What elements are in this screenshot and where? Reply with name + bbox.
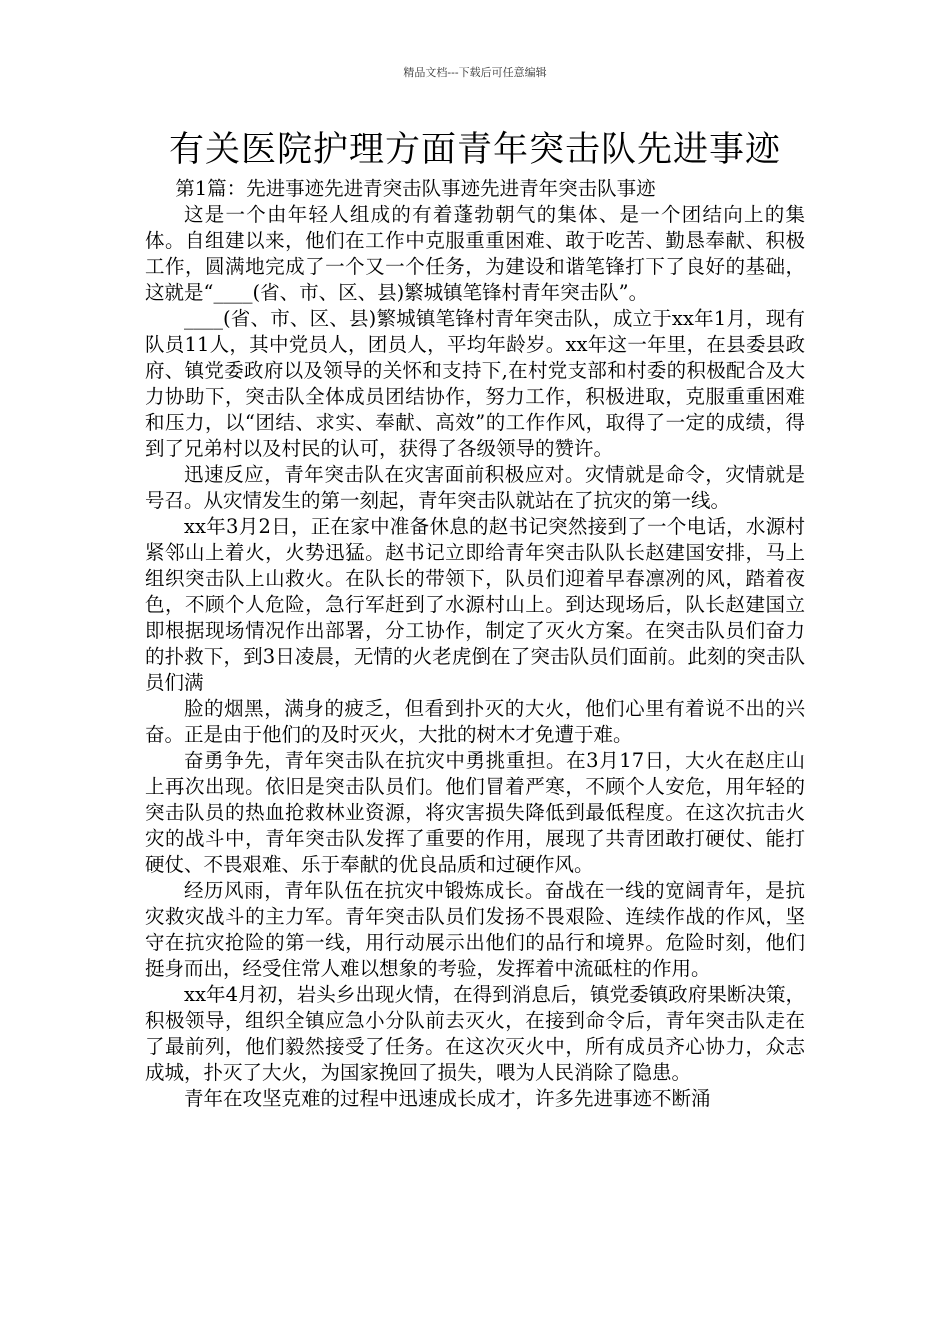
paragraph-closing: 青年在攻坚克难的过程中迅速成长成才，许多先进事迹不断涌 (184, 1087, 711, 1110)
paragraph-rapid-response: 迅速反应，青年突击队在灾害面前积极应对。灾情就是命令，灾情就是号召。从灾情发生的第一刻起，青年突击队就站在了抗灾的第一线。 (145, 463, 805, 512)
paragraph-intro: 这是一个由年轻人组成的有着蓬勃朝气的集体、是一个团结向上的集体。自组建以来，他们在工作中克服重重困难、敢于吃苦、勤恳奉献、积极工作，圆满地完成了一个又一个任务，为建设和谐笔锋打下了良好的基础，这就是“____(省、市、区、县)繁城镇笔锋村青年突击队”。 (145, 203, 805, 304)
document-body (145, 176, 805, 1112)
paragraph-april-fire: xx年4月初，岩头乡出现火情，在得到消息后，镇党委镇政府果断决策，积极领导，组织全镇应急小分队前去灭火，在接到命令后，青年突击队走在了最前列，他们毅然接受了任务。在这次灭火中，所有成员齐心协力，众志成城，扑灭了大火，为国家挽回了损失，喂为人民消除了隐患。 (145, 983, 805, 1084)
section-heading: 第1篇：先进事迹先进青突击队事迹先进青年突击队事迹 (175, 177, 656, 200)
paragraph-march-2-fire: xx年3月2日，正在家中准备休息的赵书记突然接到了一个电话，水源村紧邻山上着火，火势迅猛。赵书记立即给青年突击队队长赵建国安排，马上组织突击队上山救火。在队长的带领下，队员们迎着早春凛冽的风，踏着夜色，不顾个人危险，急行军赶到了水源村山上。到达现场后，队长赵建国立即根据现场情况作出部署，分工协作，制定了灭火方案。在突击队员们奋力的扑救下，到3日凌晨，无情的火老虎倒在了突击队员们面前。此刻的突击队员们满 (145, 515, 805, 694)
page-header-note: 精品文档---下载后可任意编辑 (403, 66, 547, 79)
paragraph-march-17-fire: 奋勇争先，青年突击队在抗灾中勇挑重担。在3月17日，大火在赵庄山上再次出现。依旧是突击队员们。他们冒着严寒，不顾个人安危，用年轻的突击队员的热血抢救林业资源，将灾害损失降低到最低程度。在这次抗击火灾的战斗中，青年突击队发挥了重要的作用，展现了共青团敢打硬仗、能打硬仗、不畏艰难、乐于奉献的优良品质和过硬作风。 (145, 749, 805, 876)
paragraph-founding: ____(省、市、区、县)繁城镇笔锋村青年突击队，成立于xx年1月，现有队员11人，其中党员人，团员人，平均年龄岁。xx年这一年里，在县委县政府、镇党委政府以及领导的关怀和支持下,在村党支部和村委的积极配合及大力协助下，突击队全体成员团结协作，努力工作，积极进取，克服重重困难和压力，以“团结、求实、奉献、高效”的工作作风，取得了一定的成绩，得到了兄弟村以及村民的认可，获得了各级领导的赞许。 (145, 307, 805, 460)
paragraph-aftermath: 脸的烟黑，满身的疲乏，但看到扑灭的大火，他们心里有着说不出的兴奋。正是由于他们的及时灭火，大批的树木才免遭于难。 (145, 697, 805, 746)
document-title: 有关医院护理方面青年突击队先进事迹 (168, 130, 781, 170)
paragraph-growth: 经历风雨，青年队伍在抗灾中锻炼成长。奋战在一线的宽阔青年，是抗灾救灾战斗的主力军。青年突击队员们发扬不畏艰险、连续作战的作风，坚守在抗灾抢险的第一线，用行动展示出他们的品行和境界。危险时刻，他们挺身而出，经受住常人难以想象的考验，发挥着中流砥柱的作用。 (145, 879, 805, 980)
